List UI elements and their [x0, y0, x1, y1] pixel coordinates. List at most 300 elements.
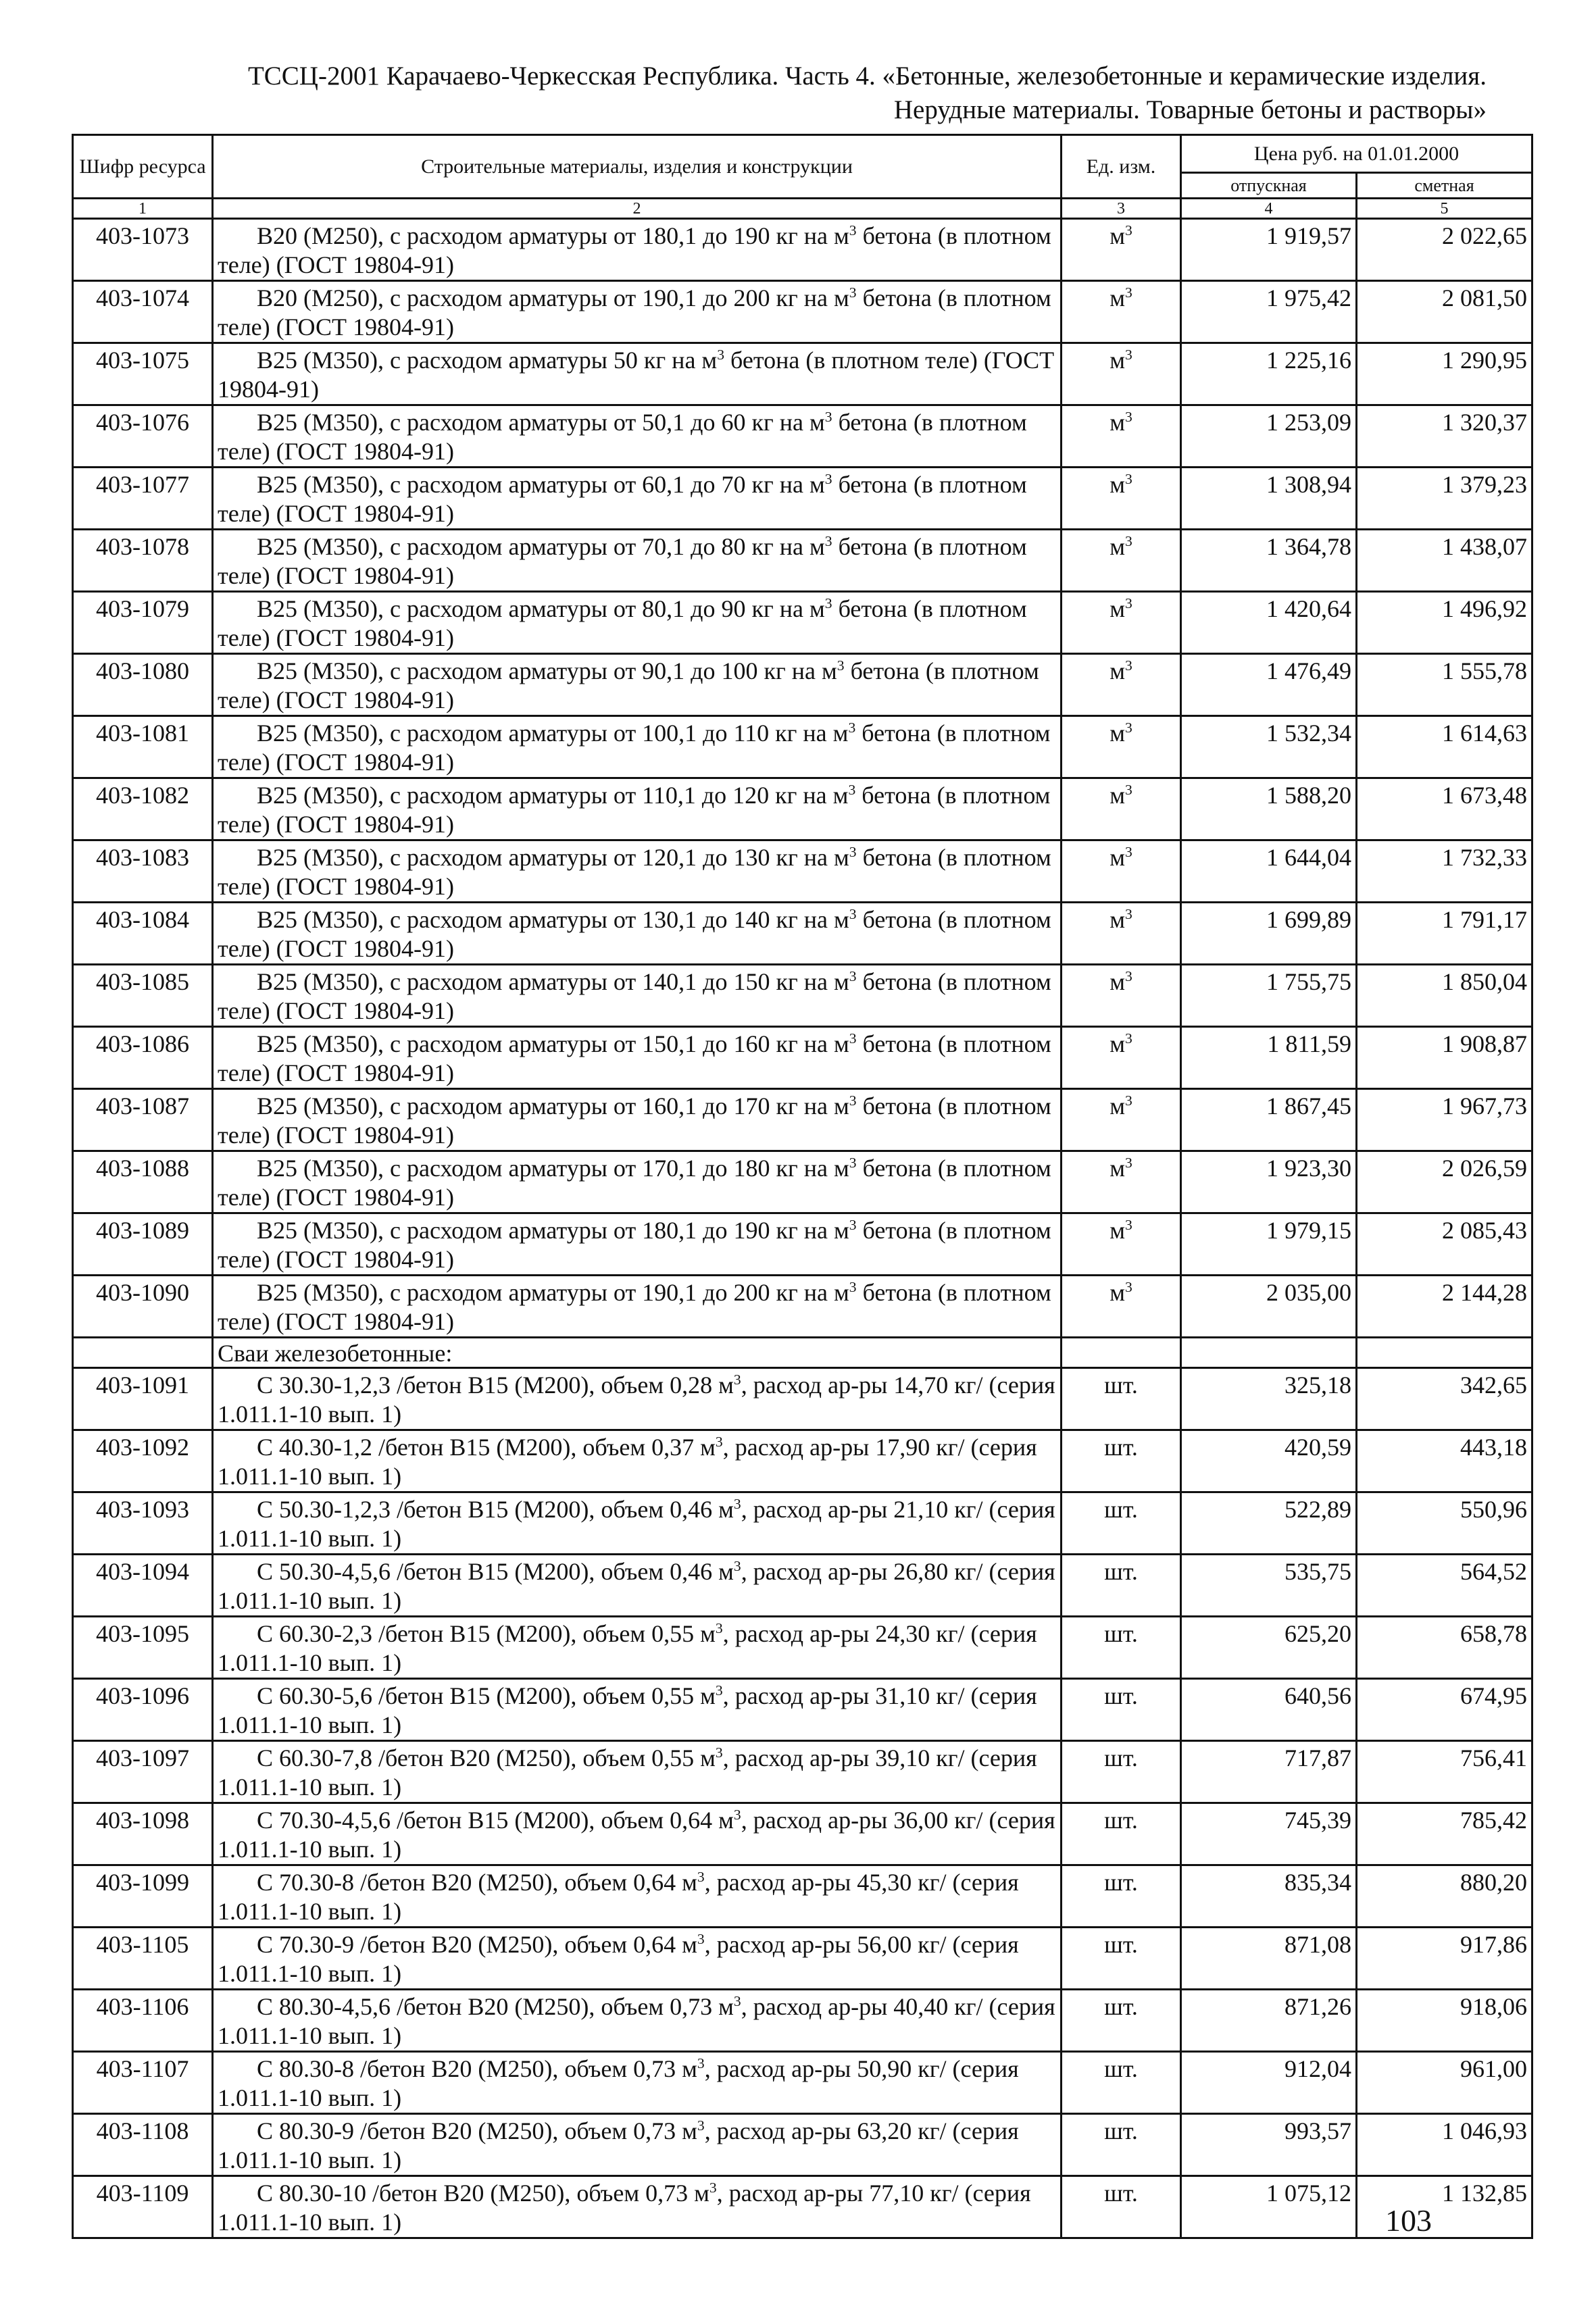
row-name-part: С 50.30-1,2,3 /бетон B15 (M200), объем 0,46 м	[257, 1496, 734, 1523]
row-name-part: B25 (M350), с расходом арматуры от 90,1 до 100 кг на м	[257, 657, 837, 684]
row-code: 403-1094	[73, 1555, 213, 1617]
row-name	[213, 468, 1062, 530]
row-name-part: бетона (в плотном теле) (ГОСТ 19804-91)	[218, 844, 1051, 900]
page-number: 103	[1385, 2203, 1432, 2238]
row-unit: $м^3$	[1062, 903, 1181, 965]
row-estimate-price: 918,06	[1357, 1990, 1532, 2052]
row-code: 403-1097	[73, 1741, 213, 1803]
row-name-part: , расход ар-ры 50,90 кг/ (серия 1.011.1-10 вып. 1)	[218, 2055, 1019, 2111]
row-estimate-price: 1 379,23	[1357, 468, 1532, 530]
row-unit: $м^3$	[1062, 343, 1181, 405]
column-number: 5	[1357, 199, 1532, 219]
row-name	[213, 1276, 1062, 1338]
row-code: 403-1084	[73, 903, 213, 965]
row-name-part: С 70.30-8 /бетон B20 (M250), объем 0,64 м	[257, 1869, 697, 1896]
row-name-part: бетона (в плотном теле) (ГОСТ 19804-91)	[218, 968, 1051, 1024]
cube-superscript: 3	[733, 1558, 741, 1574]
row-unit: $м^3$	[1062, 840, 1181, 903]
table-row	[73, 405, 1532, 468]
column-number: 2	[213, 199, 1062, 219]
row-code: 403-1079	[73, 592, 213, 654]
cube-superscript: 3	[1124, 409, 1132, 425]
row-name-part: B25 (M350), с расходом арматуры от 60,1 до 70 кг на м	[257, 471, 825, 498]
table-row	[73, 592, 1532, 654]
table-row	[73, 219, 1532, 281]
header-price-group: Цена руб. на 01.01.2000	[1181, 135, 1532, 173]
row-unit: $м^3$	[1062, 716, 1181, 778]
row-name-part: бетона (в плотном теле) (ГОСТ 19804-91)	[218, 595, 1027, 651]
table-row	[73, 2176, 1532, 2238]
row-code: 403-1078	[73, 530, 213, 592]
row-release-price: 1 420,64	[1181, 592, 1357, 654]
row-name-part: С 60.30-7,8 /бетон B20 (M250), объем 0,55 м	[257, 1744, 716, 1771]
row-release-price: 2 035,00	[1181, 1276, 1357, 1338]
row-release-price: 522,89	[1181, 1492, 1357, 1555]
row-release-price: 1 867,45	[1181, 1089, 1357, 1151]
cube-superscript: 3	[1124, 1030, 1132, 1047]
cube-superscript: 3	[1124, 782, 1132, 798]
row-name-part: , расход ар-ры 26,80 кг/ (серия 1.011.1-10 вып. 1)	[218, 1558, 1055, 1614]
row-code: 403-1074	[73, 281, 213, 343]
row-estimate-price: 2 085,43	[1357, 1213, 1532, 1276]
row-unit: шт.	[1062, 1928, 1181, 1990]
row-name	[213, 1990, 1062, 2052]
cube-superscript: 3	[1124, 222, 1132, 238]
row-name	[213, 2176, 1062, 2238]
row-estimate-price: 2 081,50	[1357, 281, 1532, 343]
cube-superscript: 3	[733, 1372, 741, 1388]
row-name	[213, 1151, 1062, 1213]
row-name-part: B25 (M350), с расходом арматуры от 130,1 до 140 кг на м	[257, 906, 849, 933]
table-row	[73, 1213, 1532, 1276]
row-code: 403-1077	[73, 468, 213, 530]
table-row	[73, 778, 1532, 840]
cube-superscript: 3	[715, 1620, 723, 1636]
row-code: 403-1095	[73, 1617, 213, 1679]
row-unit: $м^3$	[1062, 654, 1181, 716]
row-estimate-price: 1 673,48	[1357, 778, 1532, 840]
cube-superscript: 3	[715, 1682, 723, 1699]
cube-superscript: 3	[849, 1155, 857, 1171]
row-name-part: B25 (M350), с расходом арматуры от 140,1 до 150 кг на м	[257, 968, 849, 995]
row-unit: шт.	[1062, 1617, 1181, 1679]
row-name-part: С 50.30-4,5,6 /бетон B15 (M200), объем 0,46 м	[257, 1558, 734, 1585]
column-number: 4	[1181, 199, 1357, 219]
row-unit: шт.	[1062, 1865, 1181, 1928]
row-code	[73, 1338, 213, 1368]
row-code: 403-1105	[73, 1928, 213, 1990]
row-name-part: , расход ар-ры 36,00 кг/ (серия 1.011.1-10 вып. 1)	[218, 1807, 1055, 1863]
row-name-part: бетона (в плотном теле) (ГОСТ 19804-91)	[218, 471, 1027, 527]
table-row	[73, 1865, 1532, 1928]
row-unit: $м^3$	[1062, 1276, 1181, 1338]
row-estimate-price: 550,96	[1357, 1492, 1532, 1555]
row-release-price: 625,20	[1181, 1617, 1357, 1679]
row-name-part: B25 (M350), с расходом арматуры от 160,1 до 170 кг на м	[257, 1092, 849, 1120]
cube-superscript: 3	[849, 284, 857, 301]
cube-superscript: 3	[849, 1217, 857, 1233]
row-estimate-price: 1 290,95	[1357, 343, 1532, 405]
row-estimate-price: 880,20	[1357, 1865, 1532, 1928]
row-code: 403-1088	[73, 1151, 213, 1213]
row-name-part: B25 (M350), с расходом арматуры от 170,1 до 180 кг на м	[257, 1155, 849, 1182]
row-release-price: 1 811,59	[1181, 1027, 1357, 1089]
cube-superscript: 3	[1124, 1279, 1132, 1295]
row-estimate-price: 1 967,73	[1357, 1089, 1532, 1151]
row-unit: $м^3$	[1062, 1151, 1181, 1213]
row-code: 403-1087	[73, 1089, 213, 1151]
row-unit: шт.	[1062, 1492, 1181, 1555]
cube-superscript: 3	[824, 533, 832, 549]
row-name-part: бетона (в плотном теле) (ГОСТ 19804-91)	[218, 347, 1055, 403]
table-row	[73, 1990, 1532, 2052]
row-name-part: бетона (в плотном теле) (ГОСТ 19804-91)	[218, 284, 1051, 341]
row-unit: $м^3$	[1062, 530, 1181, 592]
row-name	[213, 1865, 1062, 1928]
row-release-price: 1 364,78	[1181, 530, 1357, 592]
table-row	[73, 903, 1532, 965]
row-name-part: бетона (в плотном теле) (ГОСТ 19804-91)	[218, 533, 1027, 589]
row-unit: шт.	[1062, 2176, 1181, 2238]
row-estimate-price: 2 144,28	[1357, 1276, 1532, 1338]
row-unit: $м^3$	[1062, 281, 1181, 343]
cube-superscript: 3	[849, 844, 857, 860]
cube-superscript: 3	[848, 782, 856, 798]
row-release-price: 1 476,49	[1181, 654, 1357, 716]
table-row	[73, 1368, 1532, 1430]
row-release-price	[1181, 1338, 1357, 1368]
cube-superscript: 3	[697, 2117, 705, 2134]
row-estimate-price: 1 908,87	[1357, 1027, 1532, 1089]
row-estimate-price	[1357, 1338, 1532, 1368]
row-release-price: 1 644,04	[1181, 840, 1357, 903]
row-name-part: С 60.30-2,3 /бетон B15 (M200), объем 0,55 м	[257, 1620, 716, 1647]
document-subtitle: Нерудные материалы. Товарные бетоны и растворы»	[893, 95, 1487, 124]
row-name	[213, 840, 1062, 903]
row-name	[213, 654, 1062, 716]
row-estimate-price: 1 850,04	[1357, 965, 1532, 1027]
cube-superscript: 3	[849, 1092, 857, 1109]
cube-superscript: 3	[697, 1931, 705, 1947]
row-code: 403-1091	[73, 1368, 213, 1430]
cube-superscript: 3	[733, 1496, 741, 1512]
row-name-part: С 60.30-5,6 /бетон B15 (M200), объем 0,55 м	[257, 1682, 716, 1709]
row-code: 403-1081	[73, 716, 213, 778]
row-name-part: , расход ар-ры 45,30 кг/ (серия 1.011.1-10 вып. 1)	[218, 1869, 1019, 1925]
table-row	[73, 1089, 1532, 1151]
row-name-part: С 40.30-1,2 /бетон B15 (M200), объем 0,37 м	[257, 1434, 716, 1461]
row-name-part: B25 (M350), с расходом арматуры от 110,1 до 120 кг на м	[257, 782, 849, 809]
row-release-price: 1 532,34	[1181, 716, 1357, 778]
row-code: 403-1098	[73, 1803, 213, 1865]
table-row	[73, 1492, 1532, 1555]
row-unit: $м^3$	[1062, 592, 1181, 654]
row-name-part: , расход ар-ры 63,20 кг/ (серия 1.011.1-10 вып. 1)	[218, 2117, 1019, 2173]
row-name-part: С 80.30-4,5,6 /бетон B20 (M250), объем 0,73 м	[257, 1993, 734, 2020]
row-name	[213, 1803, 1062, 1865]
cube-superscript: 3	[1124, 968, 1132, 984]
row-name-part: С 70.30-9 /бетон B20 (M250), объем 0,64 м	[257, 1931, 697, 1958]
cube-superscript: 3	[849, 222, 857, 238]
row-code: 403-1082	[73, 778, 213, 840]
table-row	[73, 343, 1532, 405]
row-name	[213, 716, 1062, 778]
cube-superscript: 3	[733, 1993, 741, 2009]
table-row	[73, 2052, 1532, 2114]
row-unit: шт.	[1062, 1741, 1181, 1803]
row-release-price: 420,59	[1181, 1430, 1357, 1492]
row-name	[213, 778, 1062, 840]
cube-superscript: 3	[1124, 1217, 1132, 1233]
cube-superscript: 3	[1124, 284, 1132, 301]
cube-superscript: 3	[709, 2180, 717, 2196]
row-code: 403-1085	[73, 965, 213, 1027]
row-unit: $м^3$	[1062, 1027, 1181, 1089]
row-name	[213, 2052, 1062, 2114]
row-name-part: B25 (M350), с расходом арматуры от 100,1 до 110 кг на м	[257, 720, 849, 747]
row-name-part: бетона (в плотном теле) (ГОСТ 19804-91)	[218, 720, 1051, 776]
row-name	[213, 1368, 1062, 1430]
cube-superscript: 3	[733, 1807, 741, 1823]
row-unit: шт.	[1062, 1368, 1181, 1430]
row-estimate-price: 1 555,78	[1357, 654, 1532, 716]
table-row	[73, 716, 1532, 778]
row-name-part: бетона (в плотном теле) (ГОСТ 19804-91)	[218, 657, 1039, 713]
row-code: 403-1083	[73, 840, 213, 903]
cube-superscript: 3	[824, 595, 832, 611]
row-unit: $м^3$	[1062, 965, 1181, 1027]
row-release-price: 1 588,20	[1181, 778, 1357, 840]
cube-superscript: 3	[849, 1030, 857, 1047]
table-row	[73, 1276, 1532, 1338]
row-estimate-price: 443,18	[1357, 1430, 1532, 1492]
row-estimate-price: 1 438,07	[1357, 530, 1532, 592]
row-code: 403-1109	[73, 2176, 213, 2238]
row-unit: шт.	[1062, 1555, 1181, 1617]
row-estimate-price: 1 132,85	[1357, 2176, 1532, 2238]
cube-superscript: 3	[848, 720, 856, 736]
row-name-part: бетона (в плотном теле) (ГОСТ 19804-91)	[218, 1092, 1051, 1149]
table-row	[73, 1555, 1532, 1617]
row-name	[213, 1430, 1062, 1492]
cube-superscript: 3	[849, 906, 857, 922]
row-name	[213, 1213, 1062, 1276]
row-name	[213, 2114, 1062, 2176]
row-name-part: B25 (M350), с расходом арматуры от 80,1 до 90 кг на м	[257, 595, 825, 622]
row-release-price: 993,57	[1181, 2114, 1357, 2176]
row-name	[213, 1928, 1062, 1990]
cube-superscript: 3	[849, 968, 857, 984]
row-estimate-price: 1 046,93	[1357, 2114, 1532, 2176]
document-title: ТССЦ-2001 Карачаево-Черкесская Республика. Часть 4. «Бетонные, железобетонные и керамические изделия.	[247, 61, 1487, 91]
cube-superscript: 3	[715, 1434, 723, 1450]
row-unit	[1062, 1338, 1181, 1368]
row-name-part: , расход ар-ры 56,00 кг/ (серия 1.011.1-10 вып. 1)	[218, 1931, 1019, 1987]
row-release-price: 1 923,30	[1181, 1151, 1357, 1213]
row-name	[213, 965, 1062, 1027]
header-code: Шифр ресурса	[73, 135, 213, 199]
row-name	[213, 343, 1062, 405]
row-name-part: С 80.30-9 /бетон B20 (M250), объем 0,73 м	[257, 2117, 697, 2144]
table-row	[73, 840, 1532, 903]
section-row	[73, 1338, 1532, 1368]
row-release-price: 717,87	[1181, 1741, 1357, 1803]
cube-superscript: 3	[1124, 720, 1132, 736]
row-name-part: С 30.30-1,2,3 /бетон B15 (M200), объем 0,28 м	[257, 1372, 734, 1399]
cube-superscript: 3	[1124, 347, 1132, 363]
column-number-row	[73, 199, 1532, 219]
row-name-part: B20 (M250), с расходом арматуры от 180,1 до 190 кг на м	[257, 222, 849, 249]
row-name-part: С 70.30-4,5,6 /бетон B15 (M200), объем 0,64 м	[257, 1807, 734, 1834]
row-name	[213, 1617, 1062, 1679]
table-row	[73, 530, 1532, 592]
header-release-price: отпускная	[1181, 173, 1357, 199]
row-estimate-price: 674,95	[1357, 1679, 1532, 1741]
row-release-price: 1 225,16	[1181, 343, 1357, 405]
row-code: 403-1099	[73, 1865, 213, 1928]
row-name	[213, 1492, 1062, 1555]
row-name-part: бетона (в плотном теле) (ГОСТ 19804-91)	[218, 1279, 1051, 1335]
row-unit: шт.	[1062, 1990, 1181, 2052]
row-release-price: 912,04	[1181, 2052, 1357, 2114]
row-code: 403-1107	[73, 2052, 213, 2114]
row-code: 403-1090	[73, 1276, 213, 1338]
row-code: 403-1073	[73, 219, 213, 281]
row-name-part: С 80.30-8 /бетон B20 (M250), объем 0,73 м	[257, 2055, 697, 2082]
row-name-part: B25 (M350), с расходом арматуры от 70,1 до 80 кг на м	[257, 533, 825, 560]
row-release-price: 1 308,94	[1181, 468, 1357, 530]
row-name-part: , расход ар-ры 14,70 кг/ (серия 1.011.1-10 вып. 1)	[218, 1372, 1055, 1428]
table-row	[73, 965, 1532, 1027]
row-estimate-price: 564,52	[1357, 1555, 1532, 1617]
table-row	[73, 1617, 1532, 1679]
row-release-price: 535,75	[1181, 1555, 1357, 1617]
row-name	[213, 530, 1062, 592]
row-estimate-price: 1 614,63	[1357, 716, 1532, 778]
table-row	[73, 1803, 1532, 1865]
column-number: 3	[1062, 199, 1181, 219]
row-code: 403-1076	[73, 405, 213, 468]
row-name-part: , расход ар-ры 40,40 кг/ (серия 1.011.1-10 вып. 1)	[218, 1993, 1055, 2049]
cube-superscript: 3	[1124, 657, 1132, 674]
row-release-price: 1 075,12	[1181, 2176, 1357, 2238]
row-name-part: , расход ар-ры 24,30 кг/ (серия 1.011.1-10 вып. 1)	[218, 1620, 1037, 1676]
row-name-part: бетона (в плотном теле) (ГОСТ 19804-91)	[218, 782, 1051, 838]
row-code: 403-1089	[73, 1213, 213, 1276]
row-name	[213, 592, 1062, 654]
table-row	[73, 654, 1532, 716]
row-unit: $м^3$	[1062, 1213, 1181, 1276]
cube-superscript: 3	[715, 1744, 723, 1761]
table-row	[73, 1679, 1532, 1741]
row-release-price: 1 975,42	[1181, 281, 1357, 343]
row-release-price: 1 253,09	[1181, 405, 1357, 468]
cube-superscript: 3	[824, 409, 832, 425]
row-estimate-price: 1 791,17	[1357, 903, 1532, 965]
cube-superscript: 3	[824, 471, 832, 487]
row-code: 403-1086	[73, 1027, 213, 1089]
row-name-part: B25 (M350), с расходом арматуры от 120,1 до 130 кг на м	[257, 844, 849, 871]
row-name-part: B25 (M350), с расходом арматуры от 150,1 до 160 кг на м	[257, 1030, 849, 1057]
row-release-price: 1 919,57	[1181, 219, 1357, 281]
row-unit: шт.	[1062, 1679, 1181, 1741]
row-name	[213, 1027, 1062, 1089]
row-name-part: , расход ар-ры 77,10 кг/ (серия 1.011.1-10 вып. 1)	[218, 2180, 1031, 2236]
column-number: 1	[73, 199, 213, 219]
row-release-price: 871,26	[1181, 1990, 1357, 2052]
cube-superscript: 3	[697, 2055, 705, 2071]
row-name-part: B25 (M350), с расходом арматуры 50 кг на м	[257, 347, 718, 374]
row-name-part: бетона (в плотном теле) (ГОСТ 19804-91)	[218, 222, 1051, 278]
table-row	[73, 1741, 1532, 1803]
row-release-price: 640,56	[1181, 1679, 1357, 1741]
row-code: 403-1093	[73, 1492, 213, 1555]
row-code: 403-1106	[73, 1990, 213, 2052]
row-name-part: С 80.30-10 /бетон B20 (M250), объем 0,73 м	[257, 2180, 709, 2207]
row-name-part: , расход ар-ры 21,10 кг/ (серия 1.011.1-10 вып. 1)	[218, 1496, 1055, 1552]
row-name	[213, 1555, 1062, 1617]
row-estimate-price: 756,41	[1357, 1741, 1532, 1803]
row-name	[213, 1741, 1062, 1803]
row-unit: шт.	[1062, 1430, 1181, 1492]
row-release-price: 1 755,75	[1181, 965, 1357, 1027]
row-name	[213, 1089, 1062, 1151]
header-name: Строительные материалы, изделия и конструкции	[213, 135, 1062, 199]
row-name-part: бетона (в плотном теле) (ГОСТ 19804-91)	[218, 1030, 1051, 1086]
row-name-part: B25 (M350), с расходом арматуры от 50,1 до 60 кг на м	[257, 409, 825, 436]
row-unit: шт.	[1062, 2052, 1181, 2114]
cube-superscript: 3	[1124, 595, 1132, 611]
row-estimate-price: 1 320,37	[1357, 405, 1532, 468]
row-unit: $м^3$	[1062, 1089, 1181, 1151]
row-code: 403-1108	[73, 2114, 213, 2176]
row-code: 403-1080	[73, 654, 213, 716]
table-row	[73, 468, 1532, 530]
row-name	[213, 219, 1062, 281]
cube-superscript: 3	[717, 347, 725, 363]
row-estimate-price: 785,42	[1357, 1803, 1532, 1865]
row-code: 403-1075	[73, 343, 213, 405]
row-estimate-price: 1 732,33	[1357, 840, 1532, 903]
section-title: Сваи железобетонные:	[213, 1338, 1062, 1368]
row-name	[213, 405, 1062, 468]
row-release-price: 1 979,15	[1181, 1213, 1357, 1276]
row-estimate-price: 2 026,59	[1357, 1151, 1532, 1213]
table-row	[73, 2114, 1532, 2176]
cube-superscript: 3	[849, 1279, 857, 1295]
row-name-part: бетона (в плотном теле) (ГОСТ 19804-91)	[218, 906, 1051, 962]
row-release-price: 1 699,89	[1181, 903, 1357, 965]
row-unit: шт.	[1062, 2114, 1181, 2176]
row-name	[213, 1679, 1062, 1741]
row-name-part: , расход ар-ры 17,90 кг/ (серия 1.011.1-10 вып. 1)	[218, 1434, 1037, 1490]
row-unit: $м^3$	[1062, 405, 1181, 468]
row-release-price: 835,34	[1181, 1865, 1357, 1928]
cube-superscript: 3	[1124, 906, 1132, 922]
row-code: 403-1096	[73, 1679, 213, 1741]
row-code: 403-1092	[73, 1430, 213, 1492]
row-unit: шт.	[1062, 1803, 1181, 1865]
row-name-part: B25 (M350), с расходом арматуры от 180,1 до 190 кг на м	[257, 1217, 849, 1244]
row-name	[213, 281, 1062, 343]
table-row	[73, 1928, 1532, 1990]
table-row	[73, 281, 1532, 343]
row-estimate-price: 342,65	[1357, 1368, 1532, 1430]
row-unit: $м^3$	[1062, 468, 1181, 530]
row-estimate-price: 961,00	[1357, 2052, 1532, 2114]
row-name-part: B25 (M350), с расходом арматуры от 190,1 до 200 кг на м	[257, 1279, 849, 1306]
table-row	[73, 1027, 1532, 1089]
